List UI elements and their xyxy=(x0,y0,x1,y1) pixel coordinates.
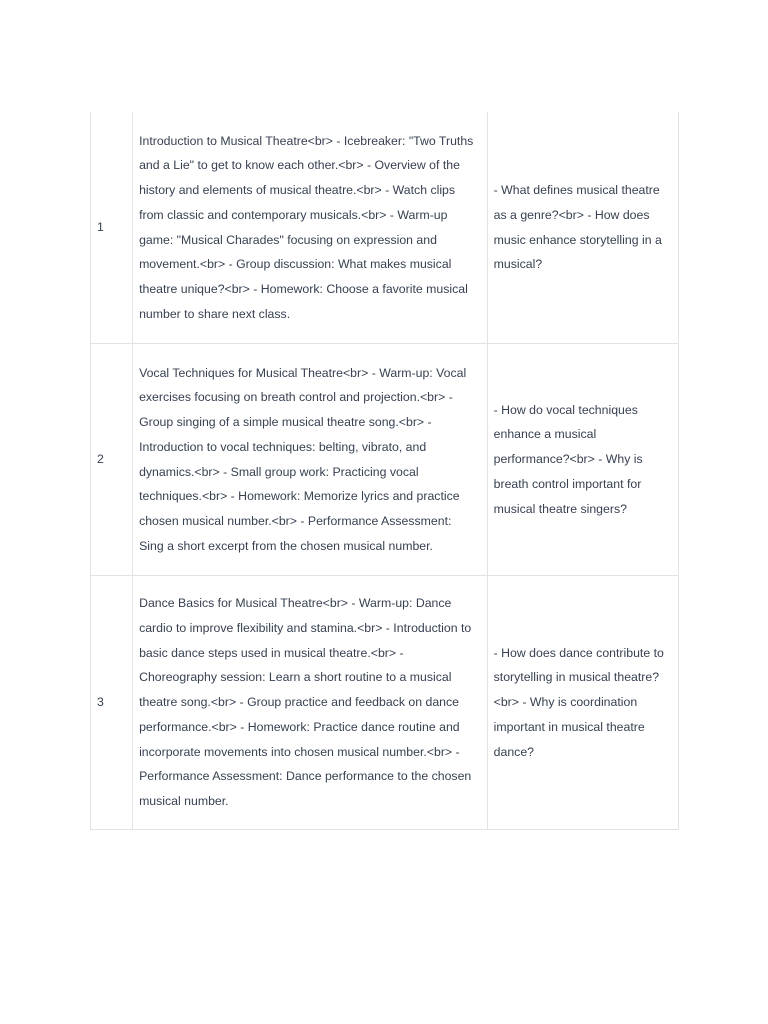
lesson-activities: Dance Basics for Musical Theatre<br> - Warm-up: Dance cardio to improve flexibility and stamina.<br> - Introduction to basic dance steps used in musical theatre.<br> - Choreography session: Learn a short routine to a musical theatre song.<br> - Group practice and feedback on dance performance.<br> - Homework: Practice dance routine and incorporate movements into chosen musical number.<br> - Performance Assessment: Dance performance to the chosen musical number. xyxy=(133,576,488,830)
lesson-questions: - What defines musical theatre as a genre?<br> - How does music enhance storytelling in a musical? xyxy=(487,112,678,344)
lesson-activities: Vocal Techniques for Musical Theatre<br> - Warm-up: Vocal exercises focusing on breath control and projection.<br> - Group singing of a simple musical theatre song.<br> - Introduction to vocal techniques: belting, vibrato, and dynamics.<br> - Small group work: Practicing vocal techniques.<br> - Homework: Memorize lyrics and practice chosen musical number.<br> - Performance Assessment: Sing a short excerpt from the chosen musical number. xyxy=(133,344,488,576)
lesson-activities: Introduction to Musical Theatre<br> - Icebreaker: "Two Truths and a Lie" to get to know each other.<br> - Overview of the history and elements of musical theatre.<br> - Watch clips from classic and contemporary musicals.<br> - Warm-up game: "Musical Charades" focusing on expression and movement.<br> - Group discussion: What makes musical theatre unique?<br> - Homework: Choose a favorite musical number to share next class. xyxy=(133,112,488,344)
lesson-plan-table xyxy=(90,112,679,830)
table-row xyxy=(91,344,679,576)
lesson-questions: - How do vocal techniques enhance a musical performance?<br> - Why is breath control important for musical theatre singers? xyxy=(487,344,678,576)
lesson-questions: - How does dance contribute to storytelling in musical theatre?<br> - Why is coordination important in musical theatre dance? xyxy=(487,576,678,830)
lesson-number: 3 xyxy=(91,576,133,830)
table-row xyxy=(91,576,679,830)
table-row xyxy=(91,112,679,344)
lesson-number: 2 xyxy=(91,344,133,576)
lesson-number: 1 xyxy=(91,112,133,344)
